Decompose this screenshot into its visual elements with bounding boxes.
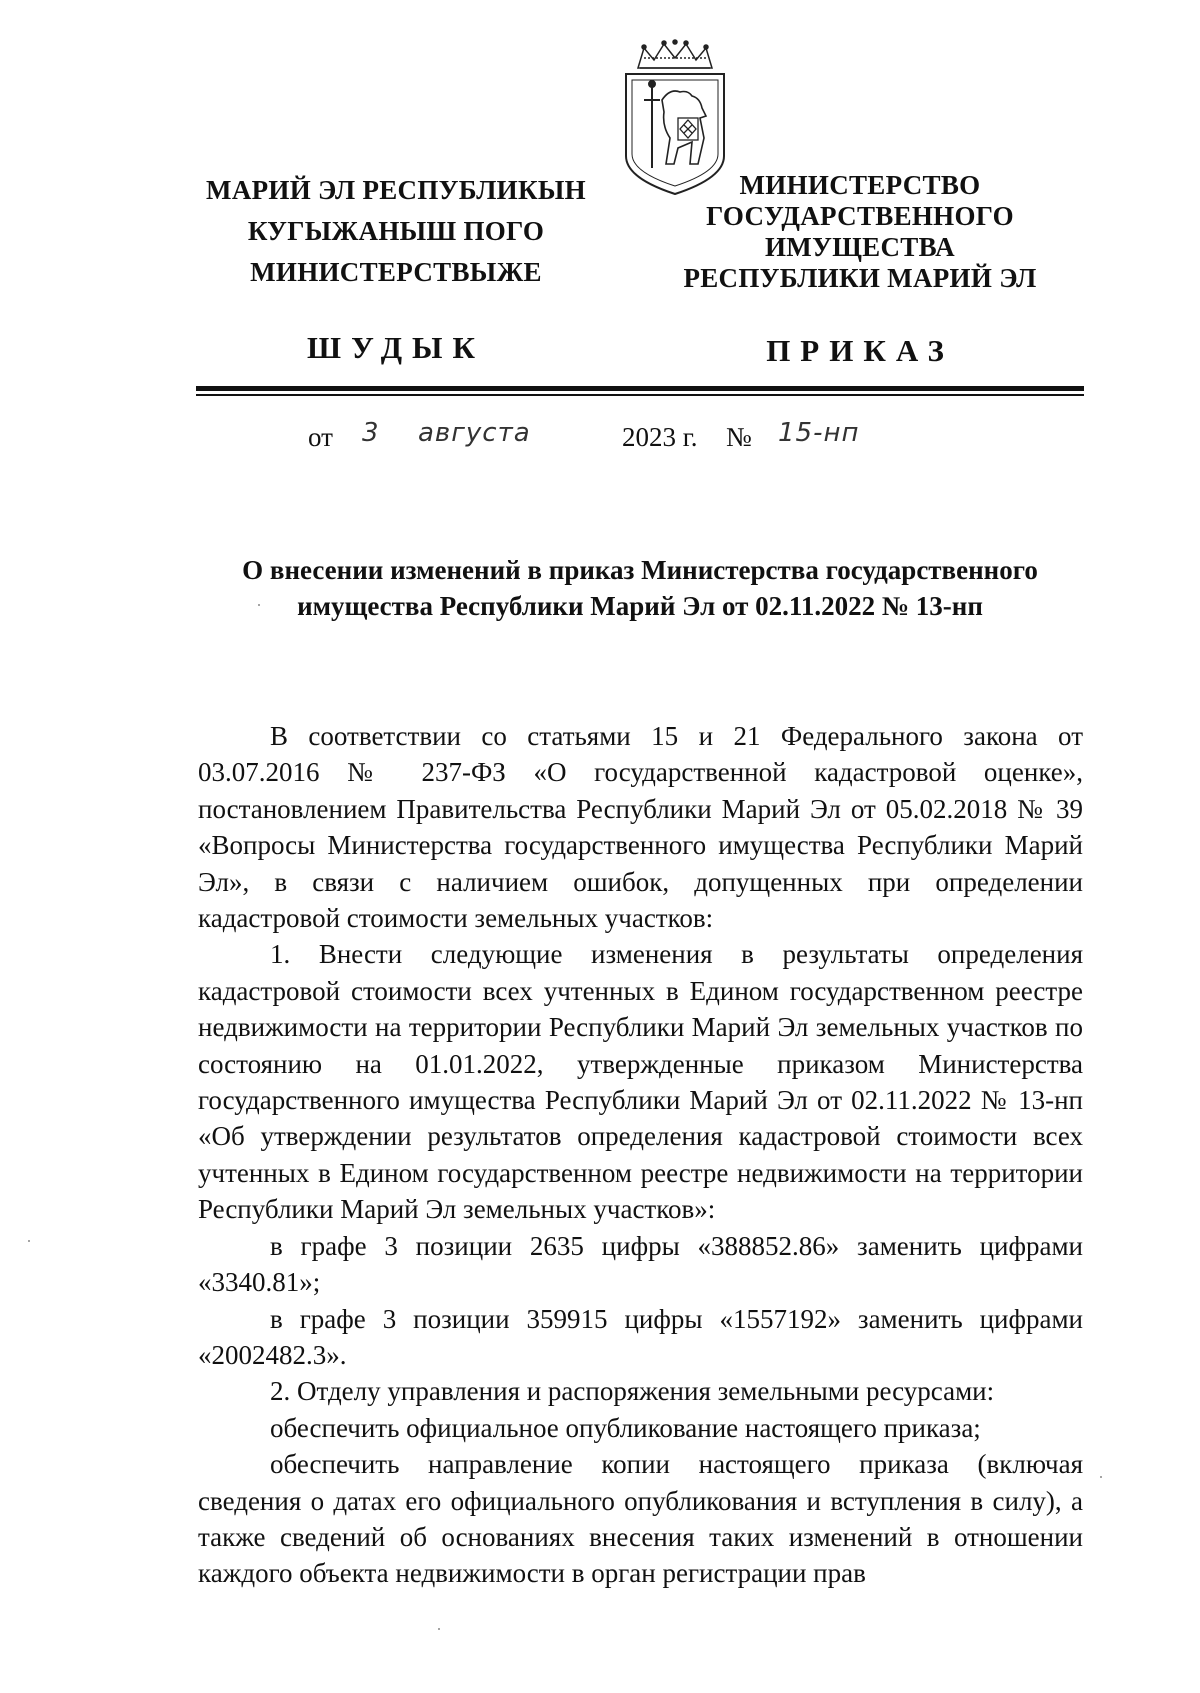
paragraph: обеспечить направление копии настоящего приказа (включая сведения о датах его официального опубликования и вступления в силу), а также сведений об основаниях внесения таких изменений в отношении каждого объекта недвижимости в орган регистрации прав: [198, 1449, 1083, 1589]
right-header-line: РЕСПУБЛИКИ МАРИЙ ЭЛ: [683, 263, 1037, 293]
paragraph: 1. Внести следующие изменения в результаты определения кадастровой стоимости всех учтенных в Едином государственном реестре недвижимости на территории Республики Марий Эл земельных участков по состоянию на 01.01.2022, утвержденные приказом Министерства государственного имущества Республики Марий Эл от 02.11.2022 № 13-нп «Об утверждении результатов определения кадастровой стоимости всех учтенных в Едином государственном реестре недвижимости на территории Республики Марий Эл земельных участков»:: [198, 939, 1083, 1225]
right-header-line: ИМУЩЕСТВА: [765, 232, 955, 262]
scan-speck: [438, 1628, 440, 1630]
right-header-line: МИНИСТЕРСТВО: [739, 170, 981, 200]
date-from-label: от: [308, 422, 333, 452]
left-header-line: КУГЫЖАНЫШ ПОГО: [247, 216, 545, 246]
document-title-line: имущества Республики Марий Эл от 02.11.2022 № 13-нп: [297, 591, 983, 621]
document-body: [198, 718, 1083, 1592]
paragraph: обеспечить официальное опубликование настоящего приказа;: [270, 1412, 981, 1443]
date-month: августа: [418, 418, 531, 448]
left-header-line: МИНИСТЕРСТВЫЖЕ: [250, 257, 542, 287]
date-year: 2023 г.: [622, 422, 698, 452]
number-label: №: [726, 422, 752, 452]
order-number: 15-нп: [778, 418, 860, 448]
paragraph: в графе 3 позиции 359915 цифры «1557192» заменить цифрами «2002482.3».: [198, 1303, 1083, 1370]
left-doc-type: ШУДЫК: [307, 330, 485, 365]
document-title: [196, 552, 1084, 624]
paragraph: В соответствии со статьями 15 и 21 Федерального закона от 03.07.2016 № 237-ФЗ «О государственной кадастровой оценке», постановлением Правительства Республики Марий Эл от 05.02.2018 № 39 «Вопросы Министерства государственного имущества Республики Марий Эл», в связи с наличием ошибок, допущенных при определении кадастровой стоимости земельных участков:: [198, 721, 1083, 934]
paragraph: в графе 3 позиции 2635 цифры «388852.86» заменить цифрами «3340.81»;: [198, 1230, 1083, 1298]
right-doc-type: ПРИКАЗ: [766, 333, 954, 368]
right-header-line: ГОСУДАРСТВЕННОГО: [706, 201, 1014, 231]
scan-speck: [28, 1240, 30, 1242]
right-header: [660, 170, 1060, 294]
left-header: [176, 170, 616, 293]
header-rule-thin: [196, 394, 1084, 396]
document-title-line: О внесении изменений в приказ Министерства государственного: [242, 555, 1038, 585]
paragraph: 2. Отделу управления и распоряжения земельными ресурсами:: [270, 1376, 995, 1407]
date-day: 3: [362, 418, 380, 448]
scan-speck: [1100, 1476, 1102, 1478]
left-header-line: МАРИЙ ЭЛ РЕСПУБЛИКЫН: [206, 175, 586, 205]
scan-speck: [258, 604, 260, 606]
crown-icon: [638, 40, 712, 68]
header-rule: [196, 386, 1084, 391]
